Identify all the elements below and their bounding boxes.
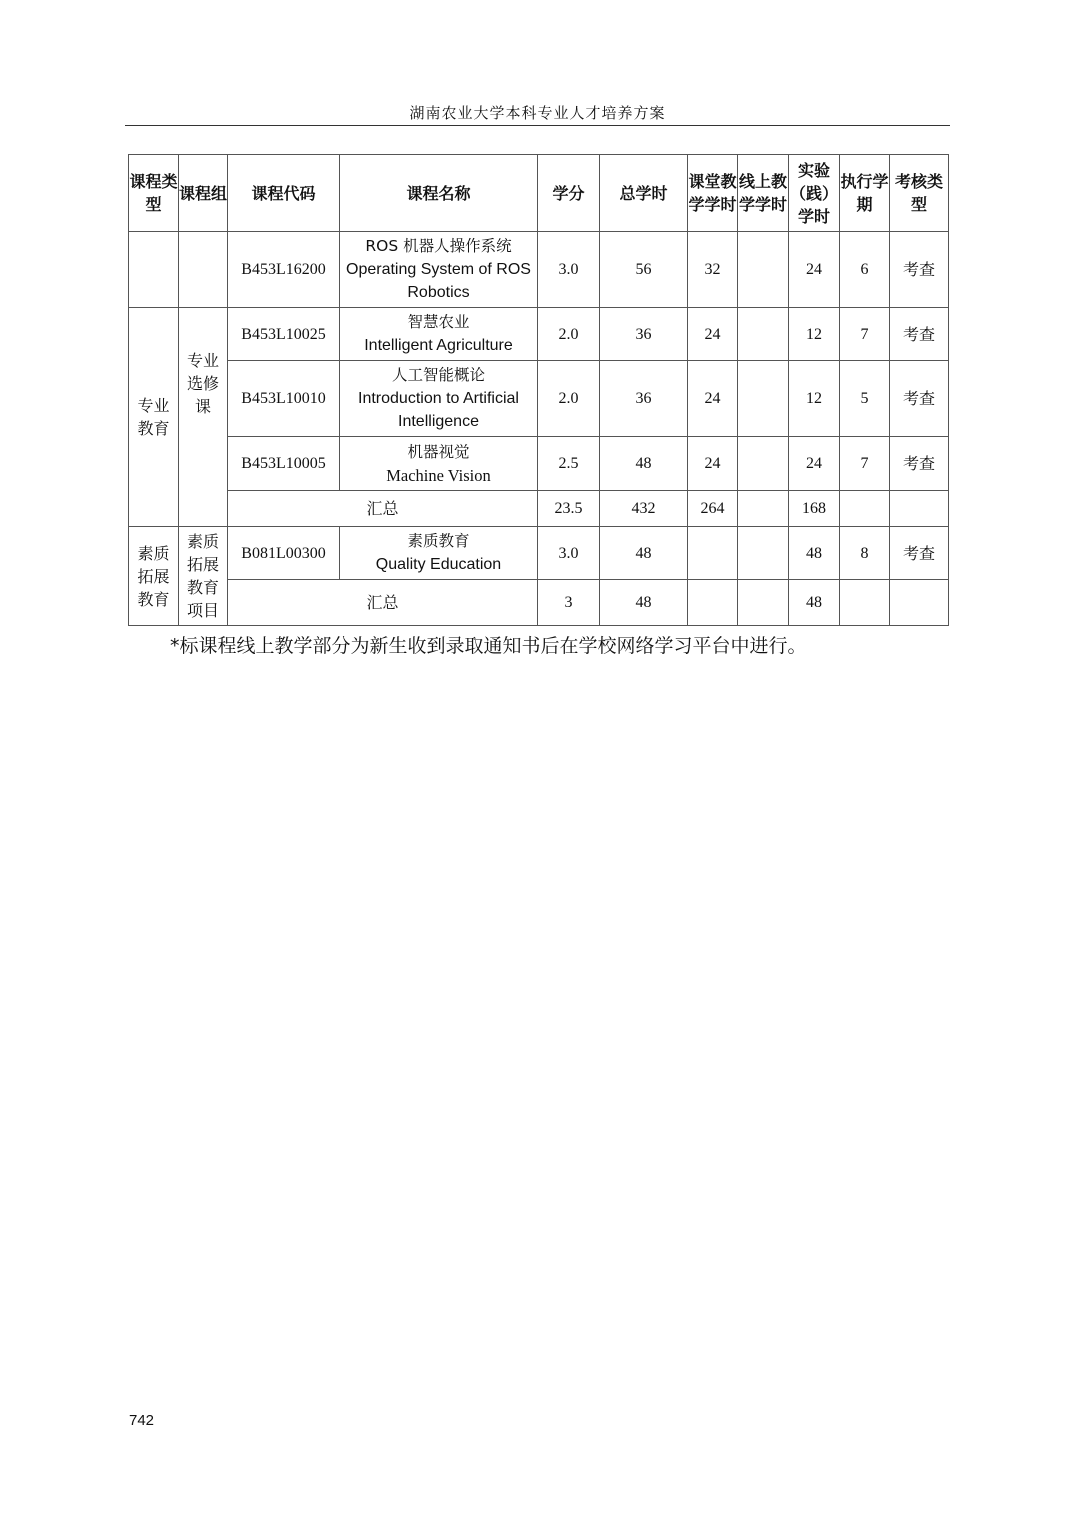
course-name-en: Quality Education: [375, 556, 502, 573]
semester: 8: [840, 527, 890, 580]
table-row: [129, 308, 949, 361]
credits: 2.5: [538, 437, 600, 491]
course-name: [340, 308, 538, 361]
classroom-hours: 24: [688, 308, 738, 361]
course-group-elective: 专业选修课: [179, 308, 228, 527]
lab-hours: 12: [789, 361, 840, 437]
empty-cell: [840, 580, 890, 626]
empty-cell: [890, 580, 949, 626]
summary-row: [129, 491, 949, 527]
lab-hours: 24: [789, 437, 840, 491]
online-hours: [738, 232, 789, 308]
course-code: B453L10010: [228, 361, 340, 437]
table-row: [129, 361, 949, 437]
empty-cell: [179, 232, 228, 308]
lab-hours: 24: [789, 232, 840, 308]
course-name-en: Intelligent Agriculture: [364, 337, 513, 354]
semester: 6: [840, 232, 890, 308]
semester: 7: [840, 308, 890, 361]
classroom-hours: 32: [688, 232, 738, 308]
online-hours: [738, 308, 789, 361]
course-name-en: Machine Vision: [386, 465, 491, 485]
empty-cell: [840, 491, 890, 527]
course-name: [340, 232, 538, 308]
course-name-zh: 智慧农业: [407, 313, 470, 331]
course-name-zh: ROS 机器人操作系统: [365, 237, 512, 255]
exam-type: 考查: [890, 308, 949, 361]
empty-cell: [890, 491, 949, 527]
course-name: [340, 527, 538, 580]
course-name: [340, 437, 538, 491]
credits: 2.0: [538, 361, 600, 437]
course-code: B453L10025: [228, 308, 340, 361]
summary-total-hours: 48: [600, 580, 688, 626]
semester: 7: [840, 437, 890, 491]
total-hours: 48: [600, 437, 688, 491]
course-type-quality: 素质拓展教育: [129, 527, 179, 626]
credits: 3.0: [538, 232, 600, 308]
header-course-code: 课程代码: [228, 155, 340, 232]
header-credits: 学分: [538, 155, 600, 232]
online-hours: [738, 527, 789, 580]
course-name-zh: 人工智能概论: [391, 366, 485, 384]
total-hours: 48: [600, 527, 688, 580]
header-classroom-hours: 课堂教学学时: [688, 155, 738, 232]
online-hours: [738, 437, 789, 491]
course-code: B081L00300: [228, 527, 340, 580]
summary-online-hours: [738, 491, 789, 527]
classroom-hours: 24: [688, 361, 738, 437]
footnote: *标课程线上教学部分为新生收到录取通知书后在学校网络学习平台中进行。: [170, 635, 807, 657]
summary-row: [129, 580, 949, 626]
summary-label: 汇总: [228, 580, 538, 626]
semester: 5: [840, 361, 890, 437]
header-exam-type: 考核类型: [890, 155, 949, 232]
page-number: 742: [129, 1412, 155, 1429]
header-lab-hours: 实验（践）学时: [789, 155, 840, 232]
total-hours: 36: [600, 361, 688, 437]
credits: 2.0: [538, 308, 600, 361]
exam-type: 考查: [890, 361, 949, 437]
summary-credits: 23.5: [538, 491, 600, 527]
exam-type: 考查: [890, 437, 949, 491]
document-header-title: 湖南农业大学本科专业人才培养方案: [409, 104, 666, 122]
course-name-zh: 机器视觉: [407, 442, 470, 461]
online-hours: [738, 361, 789, 437]
header-online-hours: 线上教学学时: [738, 155, 789, 232]
summary-lab-hours: 168: [789, 491, 840, 527]
exam-type: 考查: [890, 527, 949, 580]
course-name-en: Introduction to Artificial Intelligence: [358, 390, 519, 430]
course-code: B453L16200: [228, 232, 340, 308]
summary-label: 汇总: [228, 491, 538, 527]
course-name-en: Operating System of ROS Robotics: [346, 261, 531, 301]
total-hours: 56: [600, 232, 688, 308]
table-row: [129, 437, 949, 491]
summary-online-hours: [738, 580, 789, 626]
header-course-group: 课程组: [179, 155, 228, 232]
summary-classroom-hours: 264: [688, 491, 738, 527]
empty-cell: [129, 232, 179, 308]
table-row: [129, 527, 949, 580]
course-table: [128, 154, 949, 626]
summary-total-hours: 432: [600, 491, 688, 527]
summary-classroom-hours: [688, 580, 738, 626]
lab-hours: 12: [789, 308, 840, 361]
table-row: [129, 232, 949, 308]
header-total-hours: 总学时: [600, 155, 688, 232]
classroom-hours: 24: [688, 437, 738, 491]
course-name: [340, 361, 538, 437]
table-header-row: [129, 155, 949, 232]
exam-type: 考查: [890, 232, 949, 308]
total-hours: 36: [600, 308, 688, 361]
course-group-quality: 素质拓展教育项目: [179, 527, 228, 626]
credits: 3.0: [538, 527, 600, 580]
header-semester: 执行学期: [840, 155, 890, 232]
course-name-zh: 素质教育: [407, 532, 470, 550]
course-type-major-education: 专业教育: [129, 308, 179, 527]
course-code: B453L10005: [228, 437, 340, 491]
lab-hours: 48: [789, 527, 840, 580]
summary-lab-hours: 48: [789, 580, 840, 626]
summary-credits: 3: [538, 580, 600, 626]
header-course-name: 课程名称: [340, 155, 538, 232]
header-rule: [125, 125, 950, 126]
header-course-type: 课程类型: [129, 155, 179, 232]
classroom-hours: [688, 527, 738, 580]
